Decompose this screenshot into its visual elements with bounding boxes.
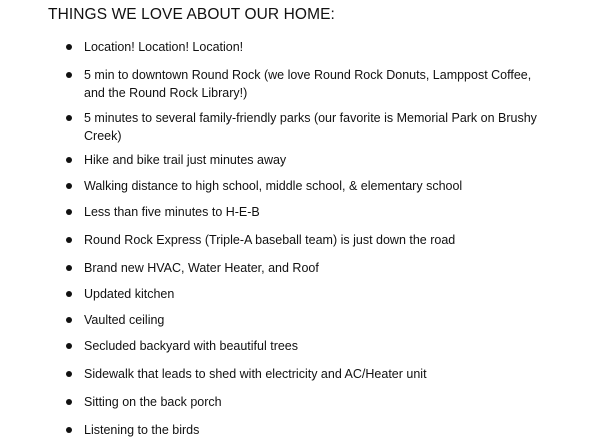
- bullet-icon: [66, 399, 72, 405]
- list-item-text: Walking distance to high school, middle school, & elementary school: [84, 179, 463, 193]
- bullet-icon: [66, 115, 72, 121]
- list-item-text: Sidewalk that leads to shed with electricity and AC/Heater unit: [84, 367, 427, 381]
- page-heading: THINGS WE LOVE ABOUT OUR HOME:: [48, 6, 335, 23]
- bullet-icon: [66, 343, 72, 349]
- list-item-text: 5 min to downtown Round Rock (we love Round Rock Donuts, Lamppost Coffee, and the Round Rock Library!): [84, 68, 532, 100]
- bullet-icon: [66, 183, 72, 189]
- list-item-text: Vaulted ceiling: [84, 313, 165, 327]
- list-item-text: Brand new HVAC, Water Heater, and Roof: [84, 261, 319, 275]
- list-item-text: Less than five minutes to H-E-B: [84, 205, 260, 219]
- list-item-text: Listening to the birds: [84, 423, 200, 437]
- bullet-icon: [66, 265, 72, 271]
- bullet-icon: [66, 291, 72, 297]
- list-item-text: Secluded backyard with beautiful trees: [84, 339, 299, 353]
- bullet-icon: [66, 209, 72, 215]
- bullet-icon: [66, 371, 72, 377]
- list-item-text: Hike and bike trail just minutes away: [84, 153, 287, 167]
- bullet-icon: [66, 237, 72, 243]
- list-item-text: Updated kitchen: [84, 287, 175, 301]
- list-item-text: Location! Location! Location!: [84, 40, 244, 54]
- bullet-icon: [66, 44, 72, 50]
- bullet-icon: [66, 72, 72, 78]
- list-item-text: Round Rock Express (Triple-A baseball team) is just down the road: [84, 233, 456, 247]
- bullet-icon: [66, 317, 72, 323]
- bullet-icon: [66, 427, 72, 433]
- list-item-text: Sitting on the back porch: [84, 395, 222, 409]
- list-item-text: 5 minutes to several family-friendly parks (our favorite is Memorial Park on Brushy Creek): [84, 111, 537, 143]
- bullet-icon: [66, 157, 72, 163]
